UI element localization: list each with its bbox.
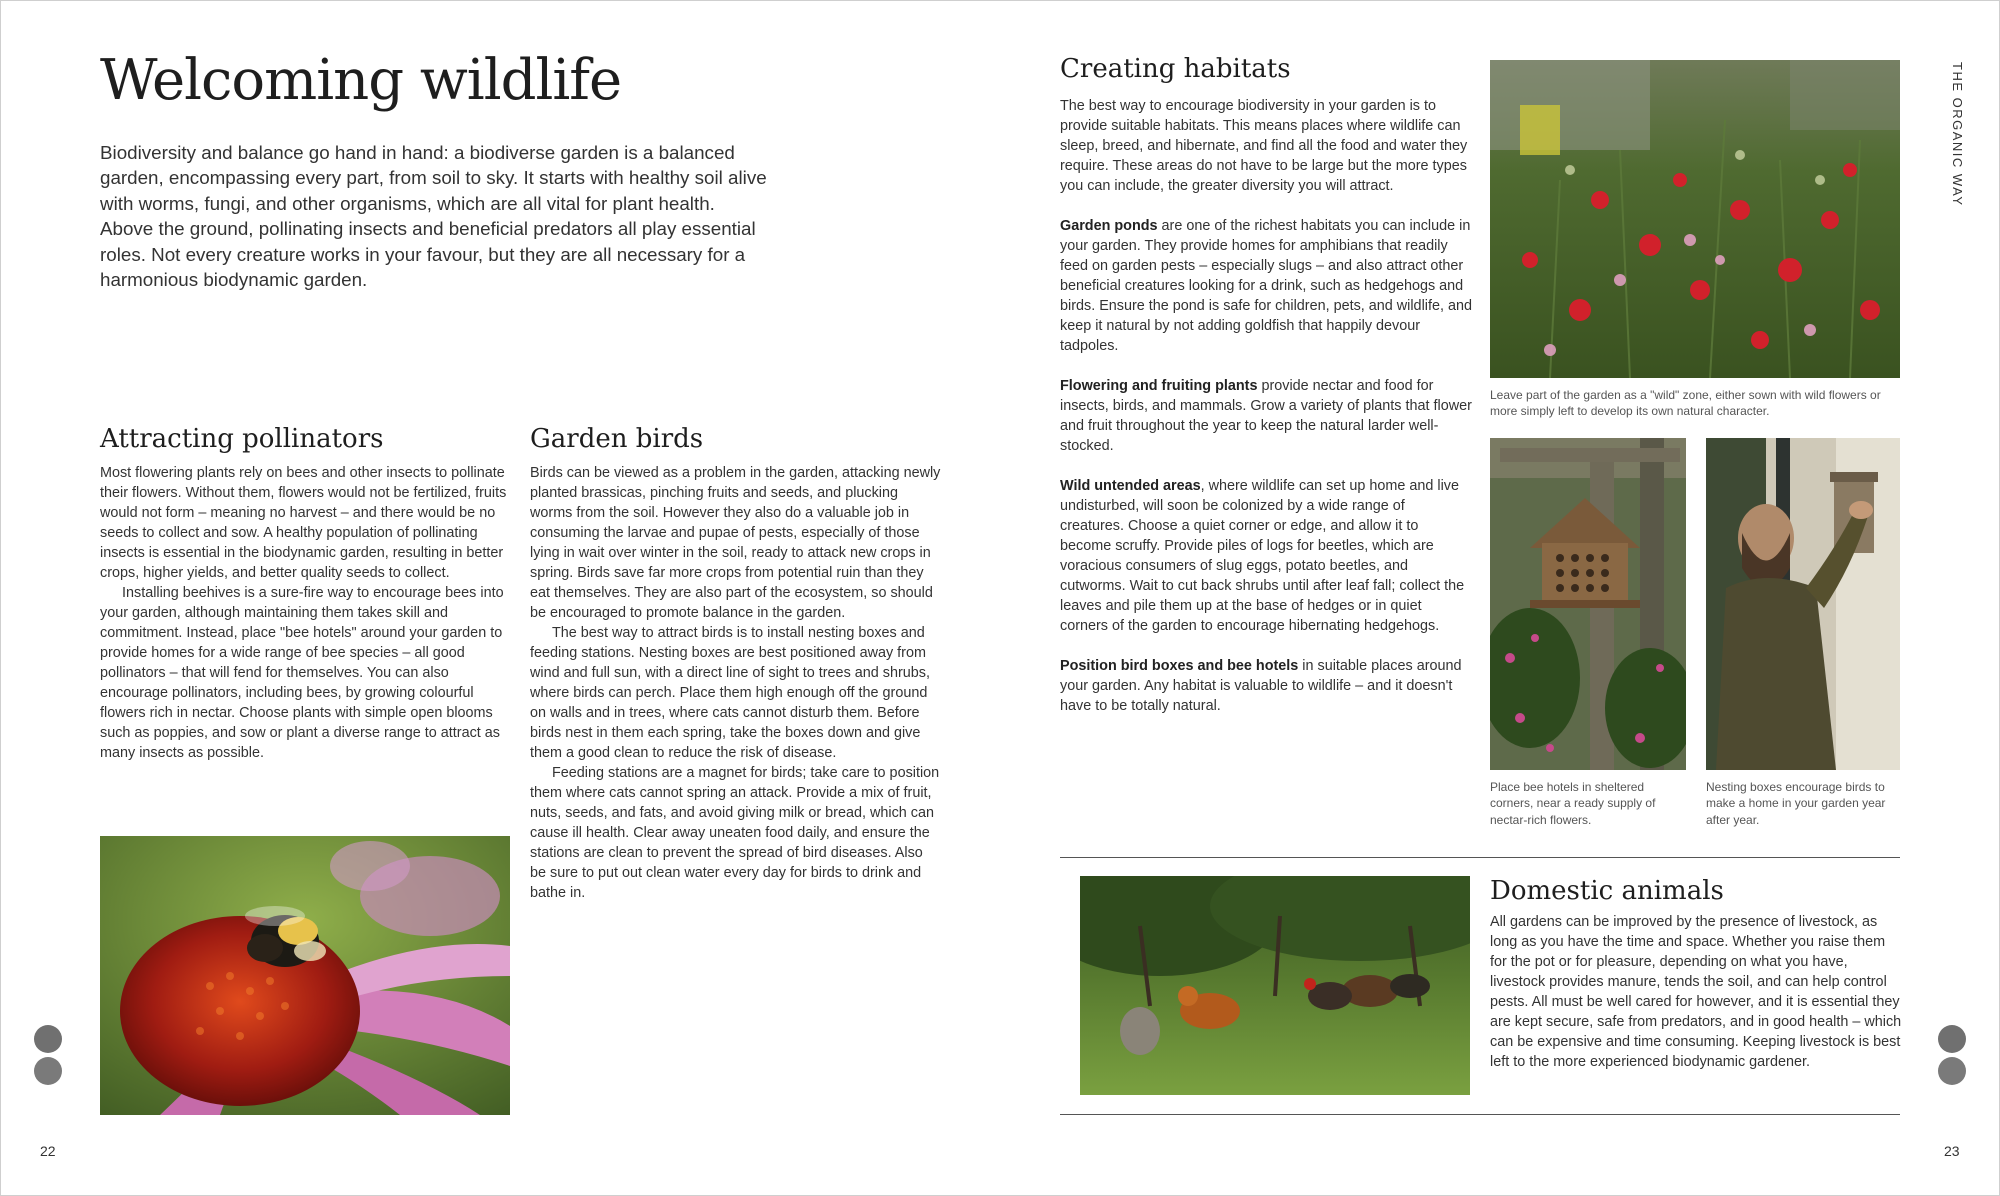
moon-phases-icon-left [30,995,66,1115]
page-number-left: 22 [40,1143,56,1159]
birds-paragraph-3: Feeding stations are a magnet for birds; take care to position them where cats cannot spring an attack. Provide a mix of fruit, nuts, seeds, and fats, and avoid giving milk or bread, which can cause ill health. Clear away uneaten food daily, and ensure the stations are clean to prevent the spread of bird diseases. Also be sure to put out clean water every day for birds to drink and bathe in. [530,765,940,901]
nest-box-photo [1706,438,1900,770]
domestic-paragraph: All gardens can be improved by the presence of livestock, as long as you have the time and space. Whether you raise them for the pot or for pleasure, depending on what you have, livestock provides manure, tends the soil, and can help control pests. All must be well cared for however, and it is essential they are kept secure, safe from predators, and in good health – which can be expensive and time consuming. Keeping livestock is best left to the more experienced biodynamic gardener. [1490,914,1902,1070]
meadow-caption: Leave part of the garden as a "wild" zone, either sown with wild flowers or more simply left to develop its own natural character. [1490,388,1881,419]
top-rule [1060,857,1900,858]
habitats-text [1060,96,1472,716]
bee-hotel-caption: Place bee hotels in sheltered corners, near a ready supply of nectar-rich flowers. [1490,780,1656,827]
pollinators-heading: Attracting pollinators [100,424,384,454]
intro-paragraph: Biodiversity and balance go hand in hand: a biodiverse garden is a balanced garden, encompassing every part, from soil to sky. It starts with healthy soil alive with worms, fungi, and other organisms, which are all vital for plant health. Above the ground, pollinating insects and beneficial predators all play essential roles. Not every creature works in your favour, but they are all necessary for a harmonious biodynamic garden. [100,142,767,291]
ponds-text: are one of the richest habitats you can include in your garden. They provide homes for amphibians that readily feed on garden pests – especially slugs – and also attract other beneficial creatures looking for a drink, such as hedgehogs and birds. Ensure the pond is safe for children, pets, and wildlife, and keep it natural by not adding goldfish that happily devour tadpoles. [1060,218,1472,354]
ponds-paragraph [1060,216,1472,356]
moon-phases-icon-right [1934,995,1970,1115]
flowering-text: provide nectar and food for insects, birds, and mammals. Grow a variety of plants that flower and fruit throughout the year to keep the natural larder well-stocked. [1060,378,1472,454]
page-title: Welcoming wildlife [100,48,622,113]
pollinators-text [100,463,514,763]
flowering-term: Flowering and fruiting plants [1060,378,1258,394]
bird-boxes-paragraph [1060,656,1472,716]
ponds-term: Garden ponds [1060,218,1158,234]
nest-box-caption: Nesting boxes encourage birds to make a home in your garden year after year. [1706,780,1886,827]
pollinators-paragraph-1: Most flowering plants rely on bees and other insects to pollinate their flowers. Without them, flowers would not be fertilized, fruits would not form – meaning no harvest – and there would be no seeds to collect and sow. A healthy population of pollinating insects is essential in the biodynamic garden, resulting in better crops, higher yields, and better quality seeds to collect. [100,465,507,581]
page-number-right: 23 [1944,1143,1960,1159]
wild-areas-text: , where wildlife can set up home and live undisturbed, will soon be colonized by a wide range of creatures. Choose a quiet corner or edge, and allow it to become scruffy. Provide piles of logs for beetles, which are voracious consumers of slug eggs, potato beetles, and cutworms. Wait to cut back shrubs until after leaf fall; collect the leaves and pile them up at the base of hedges or in quiet corners of the garden to encourage hibernating hedgehogs. [1060,478,1465,634]
running-head: THE ORGANIC WAY [1950,62,1965,207]
bird-boxes-text: in suitable places around your garden. Any habitat is valuable to wildlife – and it doesn't have to be totally natural. [1060,658,1462,714]
wild-areas-paragraph [1060,476,1472,636]
wildflower-meadow-photo [1490,60,1900,378]
habitats-intro: The best way to encourage biodiversity in your garden is to provide suitable habitats. This means places where wildlife can sleep, breed, and hibernate, and find all the food and water they require. These areas do not have to be large but the more types you can include, the greater diversity you will attract. [1060,98,1468,194]
bee-coneflower-photo [100,836,510,1115]
domestic-text [1490,912,1902,1072]
bird-boxes-term: Position bird boxes and bee hotels [1060,658,1299,674]
birds-text [530,463,942,903]
domestic-heading: Domestic animals [1490,876,1724,906]
birds-paragraph-1: Birds can be viewed as a problem in the garden, attacking newly planted brassicas, pinching fruits and seeds, and plucking worms from the soil. However they also do a valuable job in consuming the larvae and pupae of pests, especially of those lying in wait over winter in the soil, ready to attack new crops in spring. Birds save far more crops from potential ruin than they eat themselves. They are also part of the ecosystem, so should be encouraged to promote balance in the garden. [530,465,941,621]
wild-areas-term: Wild untended areas [1060,478,1201,494]
birds-heading: Garden birds [530,424,704,454]
habitats-heading: Creating habitats [1060,54,1291,84]
chickens-photo [1080,876,1470,1095]
flowering-paragraph [1060,376,1472,456]
bottom-rule [1060,1114,1900,1115]
bee-hotel-photo [1490,438,1686,770]
birds-paragraph-2: The best way to attract birds is to install nesting boxes and feeding stations. Nesting boxes are best positioned away from wind and full sun, with a direct line of sight to trees and shrubs, where birds can perch. Place them high enough off the ground on walls and in trees, where cats cannot disturb them. Before birds nest in them each spring, take the boxes down and give them a good clean to reduce the risk of disease. [530,625,930,761]
pollinators-paragraph-2: Installing beehives is a sure-fire way to encourage bees into your garden, although maintaining them takes skill and commitment. Instead, place "bee hotels" around your garden to provide homes for a wide range of bee species – all good pollinators – that will fend for themselves. You can also encourage pollinators, including bees, by growing colourful flowers rich in nectar. Choose plants with simple open blooms such as poppies, and sow or plant a diverse range to attract as many insects as possible. [100,585,504,761]
